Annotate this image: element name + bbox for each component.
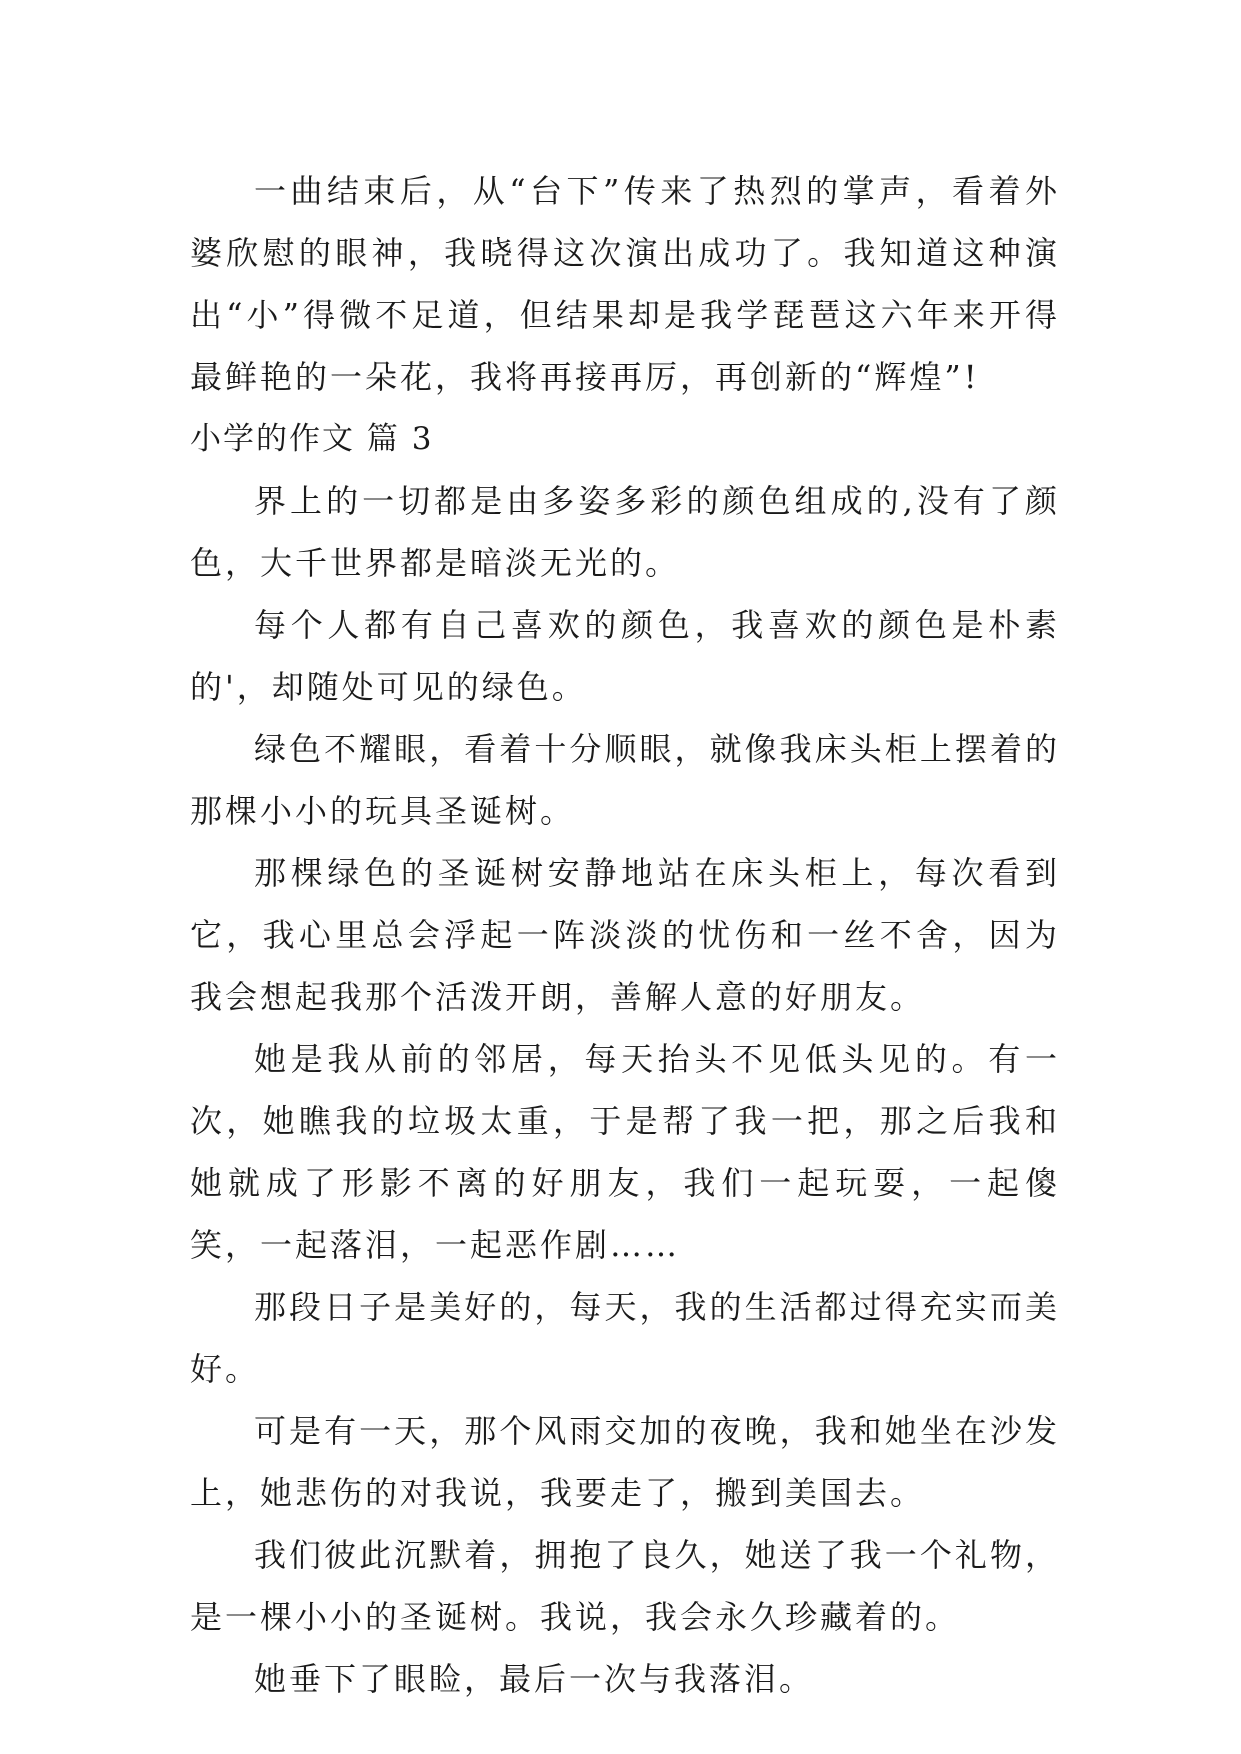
paragraph: 我们彼此沉默着，拥抱了良久，她送了我一个礼物，是一棵小小的圣诞树。我说，我会永久珍藏着的。 xyxy=(190,1536,1060,1636)
paragraph: 那段日子是美好的，每天，我的生活都过得充实而美好。 xyxy=(190,1288,1060,1388)
paragraph: 绿色不耀眼，看着十分顺眼，就像我床头柜上摆着的那棵小小的玩具圣诞树。 xyxy=(190,730,1060,830)
paragraph: 可是有一天，那个风雨交加的夜晚，我和她坐在沙发上，她悲伤的对我说，我要走了，搬到美国去。 xyxy=(190,1412,1060,1512)
document-body xyxy=(190,160,1060,1710)
paragraph: 她垂下了眼睑，最后一次与我落泪。 xyxy=(254,1660,815,1698)
paragraph: 那棵绿色的圣诞树安静地站在床头柜上，每次看到它，我心里总会浮起一阵淡淡的忧伤和一丝不舍，因为我会想起我那个活泼开朗，善解人意的好朋友。 xyxy=(190,854,1060,1016)
paragraph: 每个人都有自己喜欢的颜色，我喜欢的颜色是朴素的'，却随处可见的绿色。 xyxy=(190,606,1060,706)
paragraph: 一曲结束后，从“台下”传来了热烈的掌声，看着外婆欣慰的眼神，我晓得这次演出成功了。我知道这种演出“小”得微不足道，但结果却是我学琵琶这六年来开得最鲜艳的一朵花，我将再接再厉，再创新的“辉煌”! xyxy=(190,172,1060,396)
paragraph: 界上的一切都是由多姿多彩的颜色组成的,没有了颜色，大千世界都是暗淡无光的。 xyxy=(190,482,1060,582)
section-heading: 小学的作文 篇 3 xyxy=(190,421,434,457)
paragraph: 她是我从前的邻居，每天抬头不见低头见的。有一次，她瞧我的垃圾太重，于是帮了我一把，那之后我和她就成了形影不离的好朋友，我们一起玩耍，一起傻笑，一起落泪，一起恶作剧…… xyxy=(190,1040,1060,1264)
